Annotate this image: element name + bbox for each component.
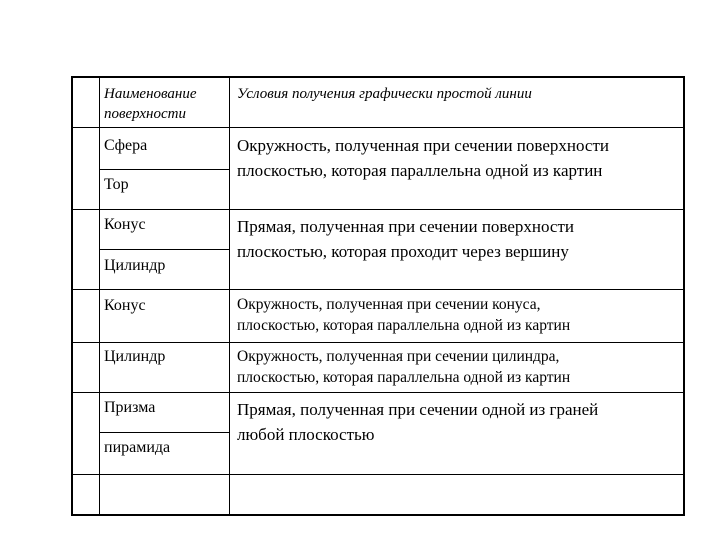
row-divider [71, 342, 685, 343]
condition-line: Окружность, полученная при сечении поверхности [237, 136, 609, 155]
condition-line: плоскостью, которая параллельна одной из картин [237, 369, 571, 386]
surface-cell: Цилиндр [104, 348, 166, 365]
row-divider [71, 474, 685, 475]
condition-line: плоскостью, которая параллельна одной из картин [237, 317, 571, 334]
condition-cell [237, 397, 598, 447]
header-condition: Условия получения графически простой линии [237, 86, 532, 102]
row-divider [71, 209, 685, 210]
surface-cell: Сфера [104, 137, 148, 154]
subrow-divider [99, 249, 229, 250]
surface-cell: Конус [104, 216, 146, 233]
surface-cell: Тор [104, 176, 129, 193]
header-surface-name-line2: поверхности [104, 106, 186, 122]
surface-cell: пирамида [104, 439, 171, 456]
condition-line: плоскостью, которая проходит через вершину [237, 242, 569, 261]
row-divider [71, 392, 685, 393]
condition-line: любой плоскостью [237, 425, 375, 444]
condition-line: плоскостью, которая параллельна одной из картин [237, 161, 603, 180]
surface-cell: Призма [104, 399, 156, 416]
condition-cell [237, 214, 574, 264]
row-divider [71, 289, 685, 290]
row-divider [71, 127, 685, 128]
condition-line: Прямая, полученная при сечении поверхности [237, 217, 574, 236]
condition-line: Окружность, полученная при сечении цилиндра, [237, 348, 560, 365]
condition-line: Прямая, полученная при сечении одной из граней [237, 400, 599, 419]
subrow-divider [99, 432, 229, 433]
subrow-divider [99, 169, 229, 170]
condition-cell [237, 346, 570, 388]
condition-line: Окружность, полученная при сечении конуса, [237, 296, 541, 313]
header-surface-name-line1: Наименование [104, 86, 197, 102]
condition-cell [237, 133, 609, 183]
surface-cell: Цилиндр [104, 257, 166, 274]
column-divider-2 [229, 76, 230, 516]
surface-cell: Конус [104, 297, 146, 314]
header-surface-name [104, 84, 197, 124]
condition-cell [237, 294, 570, 336]
column-divider-1 [99, 76, 100, 516]
